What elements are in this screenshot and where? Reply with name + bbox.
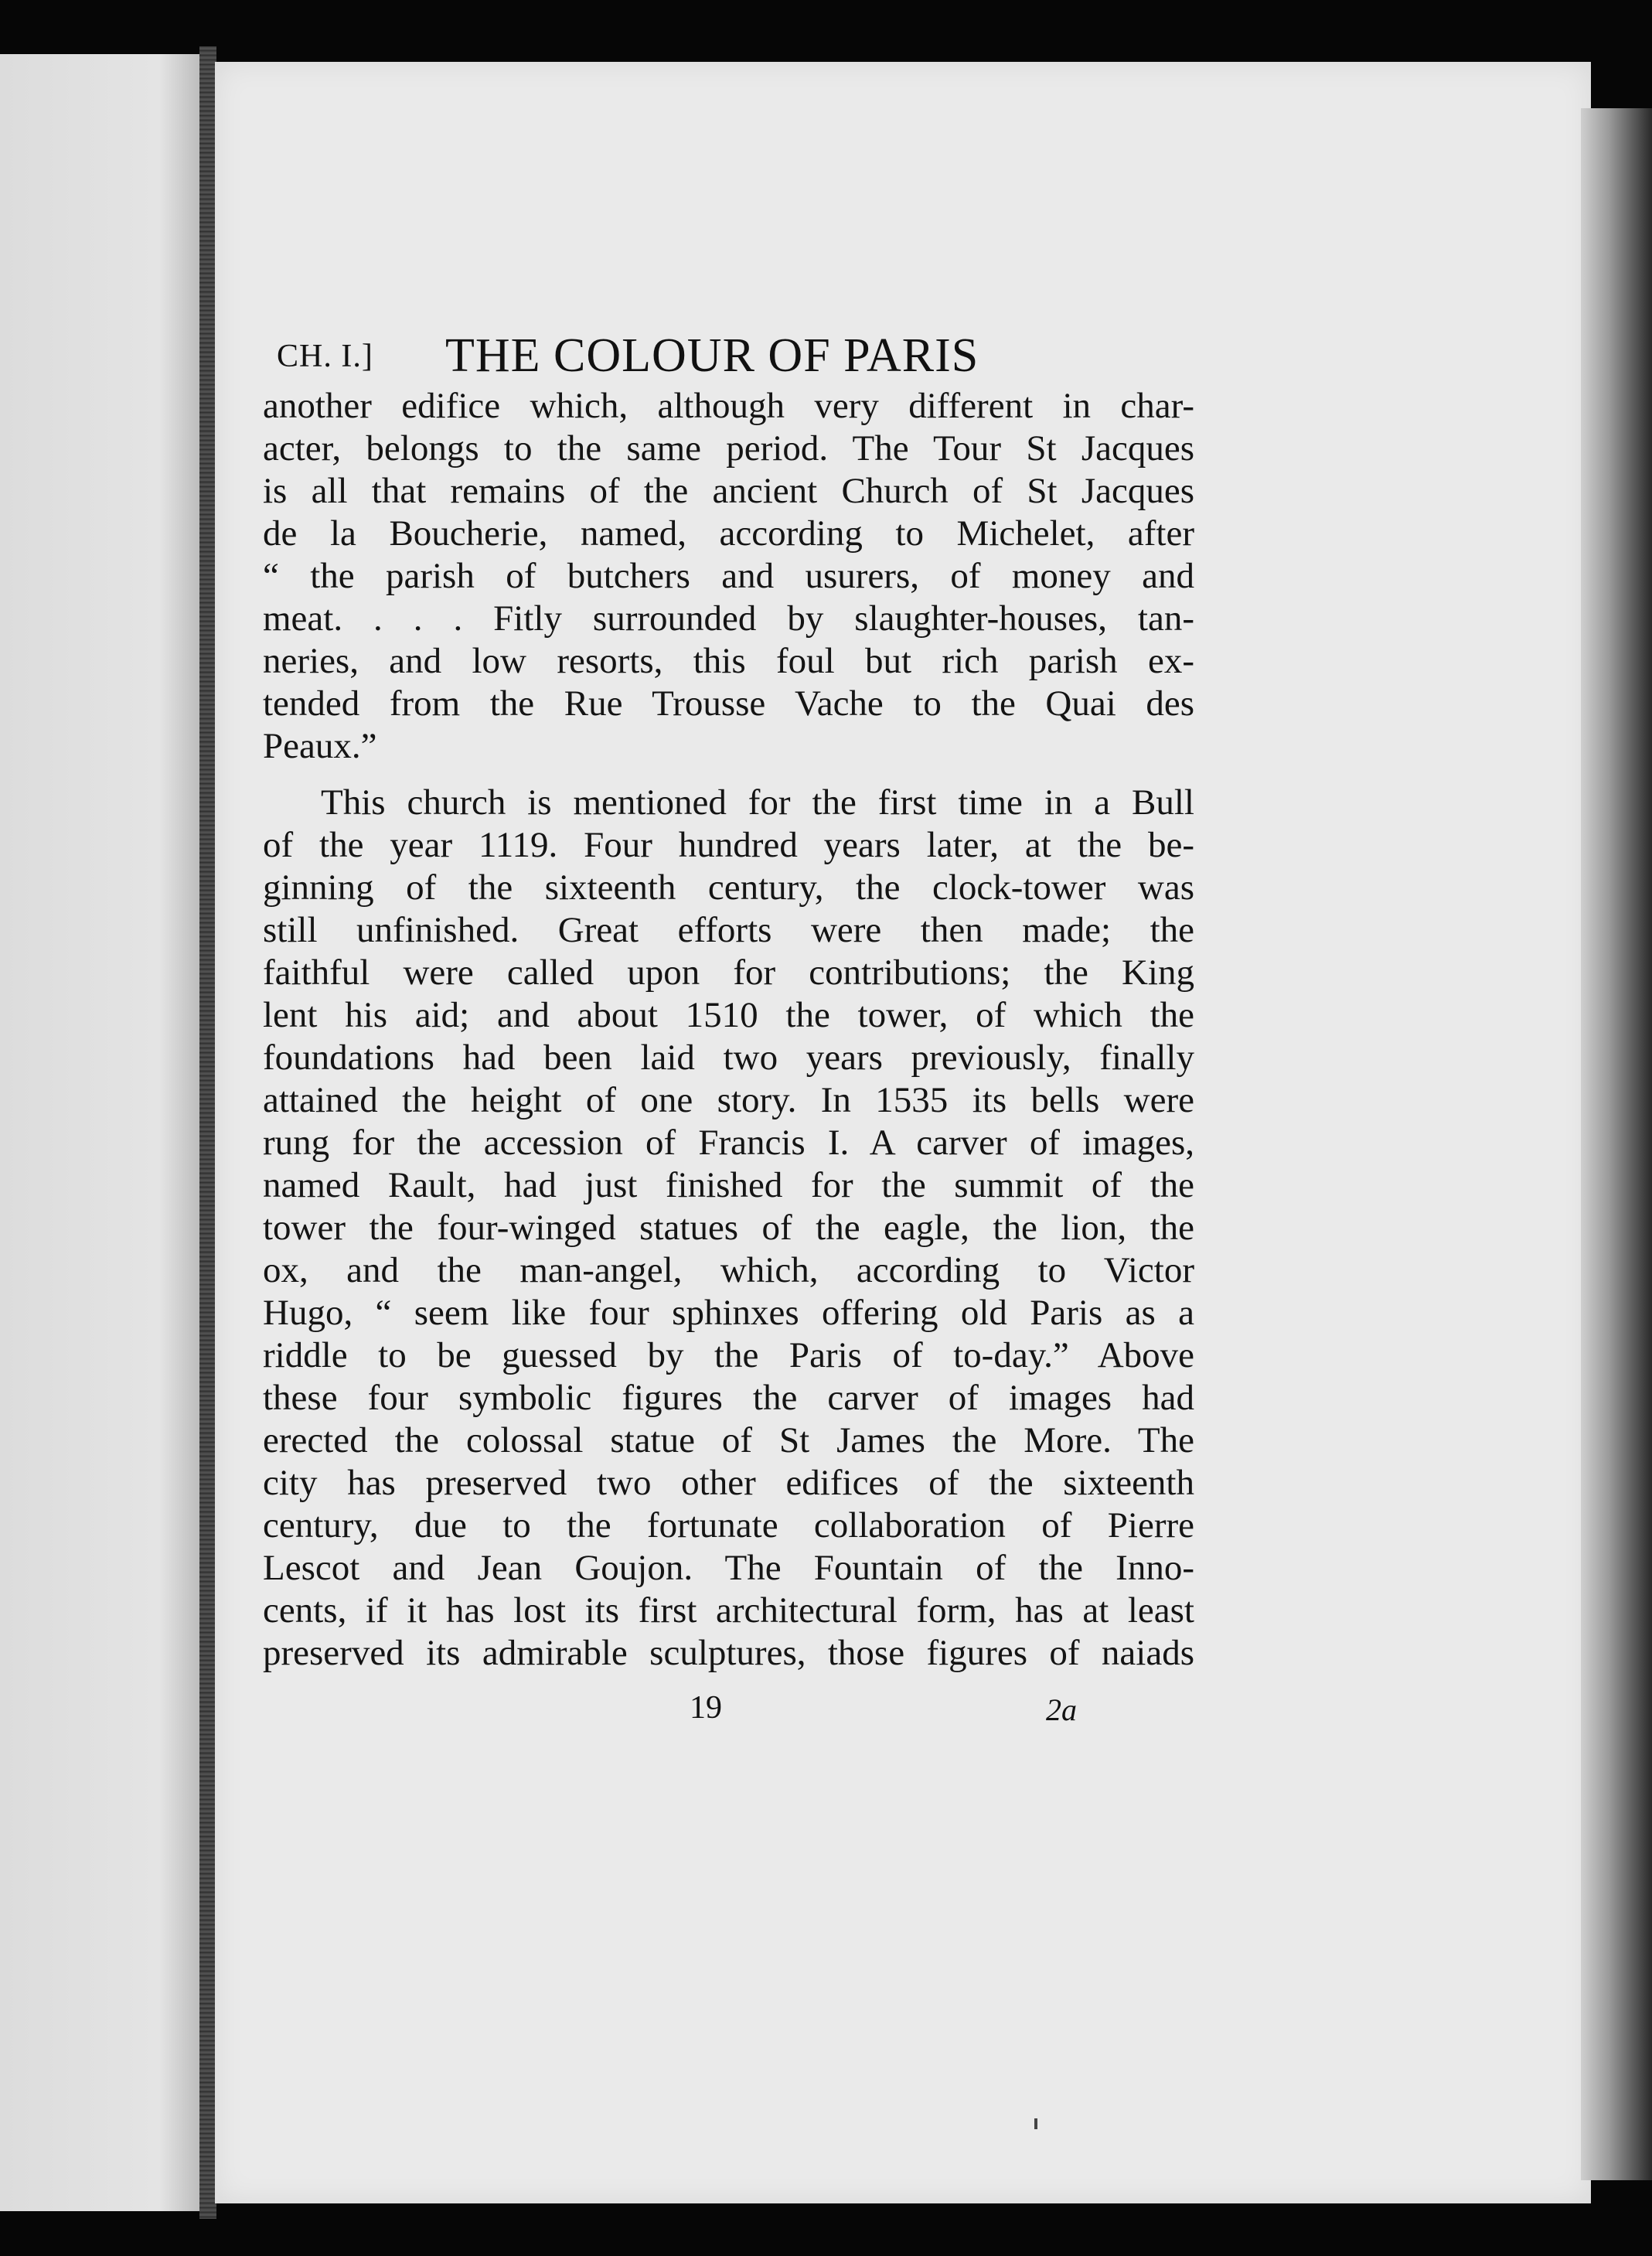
text-line: tended from the Rue Trousse Vache to the Quai des xyxy=(263,683,1194,724)
text-line: of the year 1119. Four hundred years later, at the be- xyxy=(263,825,1194,865)
text-line: This church is mentioned for the first time in a Bull xyxy=(321,782,1194,823)
text-line: acter, belongs to the same period. The Tour St Jacques xyxy=(263,428,1194,469)
text-line: attained the height of one story. In 1535 its bells were xyxy=(263,1080,1194,1120)
book-gutter xyxy=(199,46,216,2219)
dust-speck xyxy=(1034,2118,1037,2129)
text-line: another edifice which, although very different in char- xyxy=(263,386,1194,426)
text-line: these four symbolic figures the carver of images had xyxy=(263,1378,1194,1418)
text-line: rung for the accession of Francis I. A carver of images, xyxy=(263,1123,1194,1163)
text-line: neries, and low resorts, this foul but rich parish ex- xyxy=(263,641,1194,681)
text-line: “ the parish of butchers and usurers, of money and xyxy=(263,556,1194,596)
text-line: Lescot and Jean Goujon. The Fountain of the Inno- xyxy=(263,1548,1194,1588)
text-line: named Rault, had just finished for the summit of the xyxy=(263,1165,1194,1205)
page-stack-edge xyxy=(1581,108,1652,2180)
text-line: ox, and the man-angel, which, according to Victor xyxy=(263,1250,1194,1290)
signature-mark: 2a xyxy=(1046,1692,1077,1727)
text-line: city has preserved two other edifices of the sixteenth xyxy=(263,1463,1194,1503)
text-line: foundations had been laid two years previously, finally xyxy=(263,1038,1194,1078)
text-line: cents, if it has lost its first architectural form, has at least xyxy=(263,1590,1194,1631)
text-line: lent his aid; and about 1510 the tower, of which the xyxy=(263,995,1194,1035)
facing-page-edge xyxy=(0,54,199,2211)
text-line: erected the colossal statue of St James the More. The xyxy=(263,1420,1194,1460)
running-title: THE COLOUR OF PARIS xyxy=(445,329,979,382)
text-line: tower the four-winged statues of the eagle, the lion, the xyxy=(263,1208,1194,1248)
paragraph-1 xyxy=(263,385,1194,768)
text-line: is all that remains of the ancient Church of St Jacques xyxy=(263,471,1194,511)
text-line: de la Boucherie, named, according to Michelet, after xyxy=(263,513,1194,554)
chapter-reference: CH. I.] xyxy=(277,339,373,374)
body-text xyxy=(263,385,1194,1675)
text-line: riddle to be guessed by the Paris of to-day.” Above xyxy=(263,1335,1194,1375)
text-line: faithful were called upon for contributions; the King xyxy=(263,952,1194,993)
text-line: still unfinished. Great efforts were then made; the xyxy=(263,910,1194,950)
text-line: century, due to the fortunate collaboration of Pierre xyxy=(263,1505,1194,1545)
text-line: ginning of the sixteenth century, the clock-tower was xyxy=(263,867,1194,908)
page-number: 19 xyxy=(690,1690,722,1726)
paragraph-gap xyxy=(263,768,1194,782)
text-line: Hugo, “ seem like four sphinxes offering old Paris as a xyxy=(263,1293,1194,1333)
paragraph-2 xyxy=(263,782,1194,1675)
text-line: preserved its admirable sculptures, those figures of naiads xyxy=(263,1633,1194,1673)
text-line: meat. . . . Fitly surrounded by slaughter-houses, tan- xyxy=(263,598,1194,639)
text-line: Peaux.” xyxy=(263,726,377,766)
